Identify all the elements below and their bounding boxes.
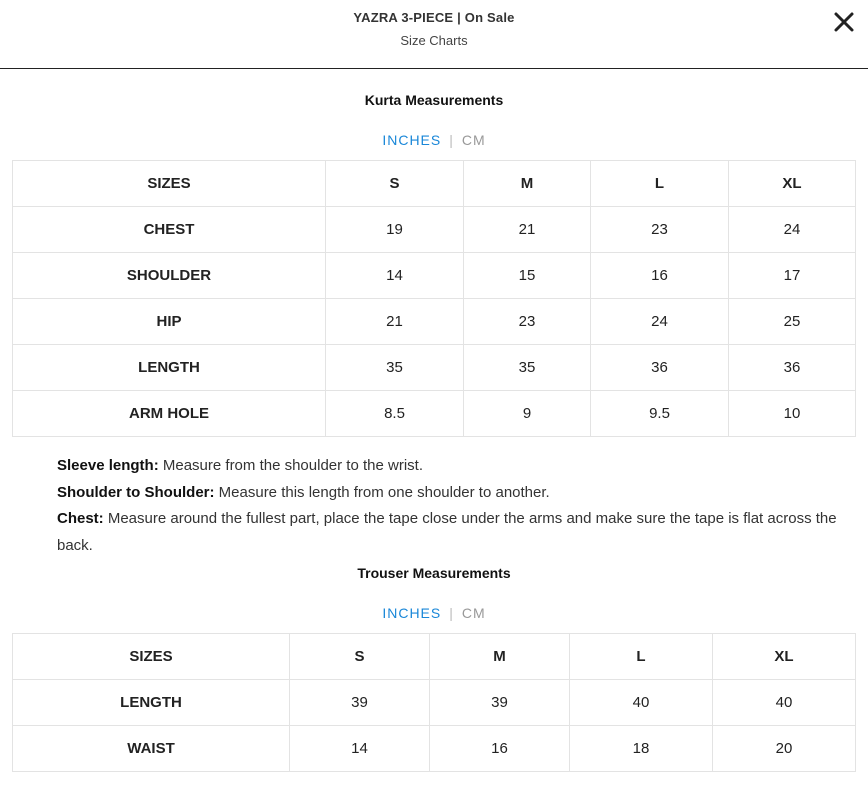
kurta-section-title: Kurta Measurements xyxy=(364,92,504,108)
measurement-value: 40 xyxy=(713,680,856,726)
table-row xyxy=(13,391,856,437)
note-chest xyxy=(57,506,857,559)
trouser-section-title: Trouser Measurements xyxy=(357,565,511,581)
measurement-value: 23 xyxy=(464,299,591,345)
kurta-unit-toggle xyxy=(0,132,868,148)
table-row xyxy=(13,726,856,772)
measurement-value: 17 xyxy=(729,253,856,299)
measurement-value: 14 xyxy=(290,726,430,772)
kurta-inches-tab[interactable]: INCHES xyxy=(382,132,442,148)
measurement-value: 10 xyxy=(729,391,856,437)
note-term: Chest: xyxy=(57,510,104,527)
column-header-size: M xyxy=(430,634,570,680)
table-header-row xyxy=(13,161,856,207)
measurement-label: HIP xyxy=(13,299,326,345)
measurement-notes xyxy=(57,453,857,559)
kurta-size-table xyxy=(12,160,856,437)
measurement-value: 16 xyxy=(430,726,570,772)
table-row xyxy=(13,345,856,391)
measurement-label: WAIST xyxy=(13,726,290,772)
note-term: Shoulder to Shoulder: xyxy=(57,483,215,501)
table-row xyxy=(13,253,856,299)
measurement-value: 19 xyxy=(326,207,464,253)
trouser-unit-toggle xyxy=(0,605,868,621)
note-text: Measure this length from one shoulder to another. xyxy=(214,483,550,501)
measurement-value: 15 xyxy=(464,253,591,299)
measurement-value: 20 xyxy=(713,726,856,772)
measurement-value: 36 xyxy=(591,345,729,391)
measurement-value: 35 xyxy=(464,345,591,391)
measurement-label: LENGTH xyxy=(13,345,326,391)
note-text: Measure from the shoulder to the wrist. xyxy=(158,457,423,474)
measurement-value: 18 xyxy=(570,726,713,772)
note-term: Sleeve length: xyxy=(57,457,159,474)
column-header-size: S xyxy=(290,634,430,680)
table-row xyxy=(13,680,856,726)
measurement-label: LENGTH xyxy=(13,680,290,726)
measurement-value: 21 xyxy=(464,207,591,253)
measurement-value: 36 xyxy=(729,345,856,391)
close-icon xyxy=(832,8,856,34)
measurement-value: 9.5 xyxy=(591,391,729,437)
kurta-cm-tab[interactable]: CM xyxy=(461,132,486,148)
measurement-value: 14 xyxy=(326,253,464,299)
trouser-cm-tab[interactable]: CM xyxy=(461,605,486,621)
measurement-value: 25 xyxy=(729,299,856,345)
measurement-value: 21 xyxy=(326,299,464,345)
measurement-value: 24 xyxy=(729,207,856,253)
note-shoulder-to-shoulder xyxy=(57,480,857,507)
column-header-size: S xyxy=(326,161,464,207)
size-charts-subtitle: Size Charts xyxy=(400,33,468,48)
unit-separator: | xyxy=(449,132,454,148)
measurement-value: 39 xyxy=(290,680,430,726)
measurement-value: 24 xyxy=(591,299,729,345)
table-row xyxy=(13,299,856,345)
unit-separator: | xyxy=(449,605,454,621)
column-header-size: L xyxy=(591,161,729,207)
measurement-value: 23 xyxy=(591,207,729,253)
measurement-value: 16 xyxy=(591,253,729,299)
measurement-value: 9 xyxy=(464,391,591,437)
table-header-row xyxy=(13,634,856,680)
table-row xyxy=(13,207,856,253)
column-header-sizes: SIZES xyxy=(13,634,290,680)
column-header-size: XL xyxy=(729,161,856,207)
column-header-sizes: SIZES xyxy=(13,161,326,207)
note-sleeve-length xyxy=(57,453,857,480)
measurement-label: ARM HOLE xyxy=(13,391,326,437)
close-button[interactable] xyxy=(832,8,856,34)
modal-header xyxy=(0,0,868,69)
measurement-value: 35 xyxy=(326,345,464,391)
product-title: YAZRA 3-PIECE | On Sale xyxy=(353,10,515,25)
measurement-label: SHOULDER xyxy=(13,253,326,299)
measurement-value: 40 xyxy=(570,680,713,726)
measurement-value: 8.5 xyxy=(326,391,464,437)
note-text: Measure around the fullest part, place the tape close under the arms and make sure the tape is flat across the back. xyxy=(57,510,837,554)
trouser-size-table xyxy=(12,633,856,772)
column-header-size: XL xyxy=(713,634,856,680)
measurement-value: 39 xyxy=(430,680,570,726)
measurement-label: CHEST xyxy=(13,207,326,253)
trouser-inches-tab[interactable]: INCHES xyxy=(382,605,442,621)
column-header-size: M xyxy=(464,161,591,207)
column-header-size: L xyxy=(570,634,713,680)
